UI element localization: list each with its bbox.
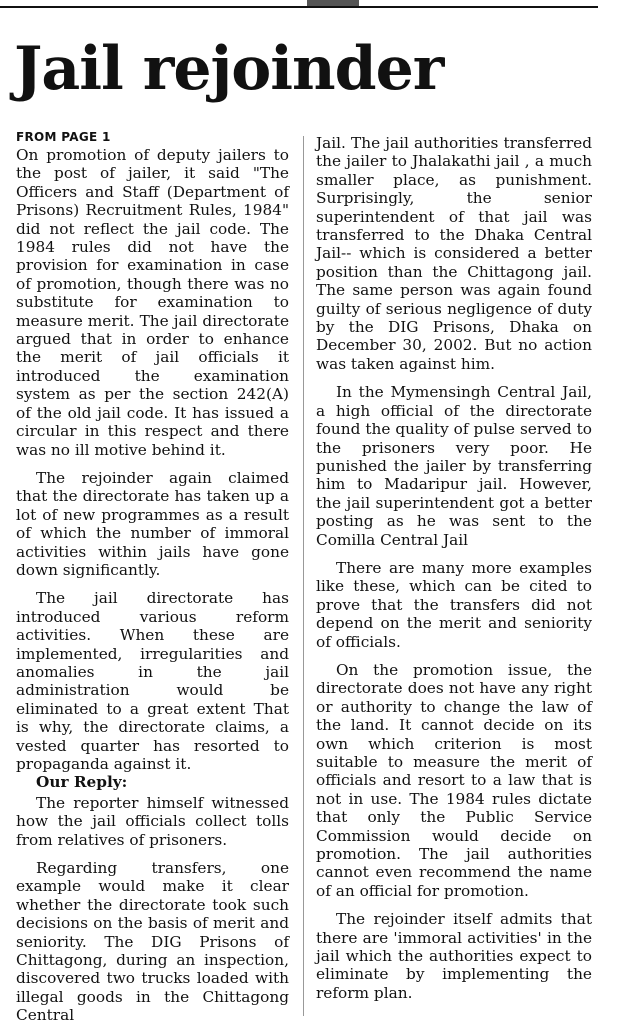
article-paragraph: On promotion of deputy jailers to the post of jailer, it said "The Officers and Staff (Department of Prisons) Recruitment Rules, 1984" did not reflect the jail code. The 1984 rules did not have the provision for examination in case of promotion, though there was no substitute for examination to measure merit. The jail directorate argued that in order to enhance the merit of jail officials it introduced the examination system as per the section 242(A) of the old jail code. It has issued a circular in this respect and there was no ill motive behind it. [16, 146, 289, 459]
article-paragraph: The rejoinder again claimed that the directorate has taken up a lot of new programmes as a result of which the number of immoral activities within jails have gone down significantly. [16, 468, 289, 579]
article-paragraph: On the promotion issue, the directorate does not have any right or authority to change the law of the land. It cannot decide on its own which criterion is most suitable to measure the merit of officials and resort to a law that is not in use. The 1984 rules dictate that only the Public Service Commission would decide on promotion. The jail authorities cannot even recommend the name of an official for promotion. [316, 660, 592, 900]
article-paragraph: The reporter himself witnessed how the jail officials collect tolls from relatives of prisoners. [16, 793, 289, 849]
headline: Jail rejoinder [14, 34, 444, 104]
article-paragraph: The rejoinder itself admits that there are 'immoral activities' in the jail which the authorities expect to eliminate by implementing the reform plan. [316, 910, 592, 1002]
article-column-1 [16, 128, 289, 1035]
article-paragraph: The jail directorate has introduced various reform activities. When these are implemented, irregularities and anomalies in the jail administration would be eliminated to a great extent That is why, the directorate claims, a vested quarter has resorted to propaganda against it. [16, 589, 289, 773]
article-paragraph: In the Mymensingh Central Jail, a high official of the directorate found the quality of pulse served to the prisoners very poor. He punished the jailer by transferring him to Madaripur jail. However, the jail superintendent got a better posting as he was sent to the Comilla Central Jail [316, 383, 592, 549]
top-rule-mark [307, 0, 359, 6]
subhead-our-reply: Our Reply: [36, 773, 128, 792]
article-paragraph: Jail. The jail authorities transferred the jailer to Jhalakathi jail , a much smaller place, as punishment. Surprisingly, the senior superintendent of that jail was transferred to the Dhaka Central Jail-- which is considered a better position than the Chittagong jail. The same person was again found guilty of serious negligence of duty by the DIG Prisons, Dhaka on December 30, 2002. But no action was taken against him. [316, 134, 592, 373]
top-rule [0, 6, 598, 8]
article-column-2 [316, 134, 592, 1012]
article-paragraph: Regarding transfers, one example would make it clear whether the directorate took such decisions on the basis of merit and seniority. The DIG Prisons of Chittagong, during an inspection, discovered two trucks loaded with illegal goods in the Chittagong Central [16, 859, 289, 1025]
article-paragraph: There are many more examples like these, which can be cited to prove that the transfers did not depend on the merit and seniority of officials. [316, 558, 592, 651]
page-reference: FROM PAGE 1 [16, 130, 111, 144]
column-divider [303, 136, 304, 1016]
